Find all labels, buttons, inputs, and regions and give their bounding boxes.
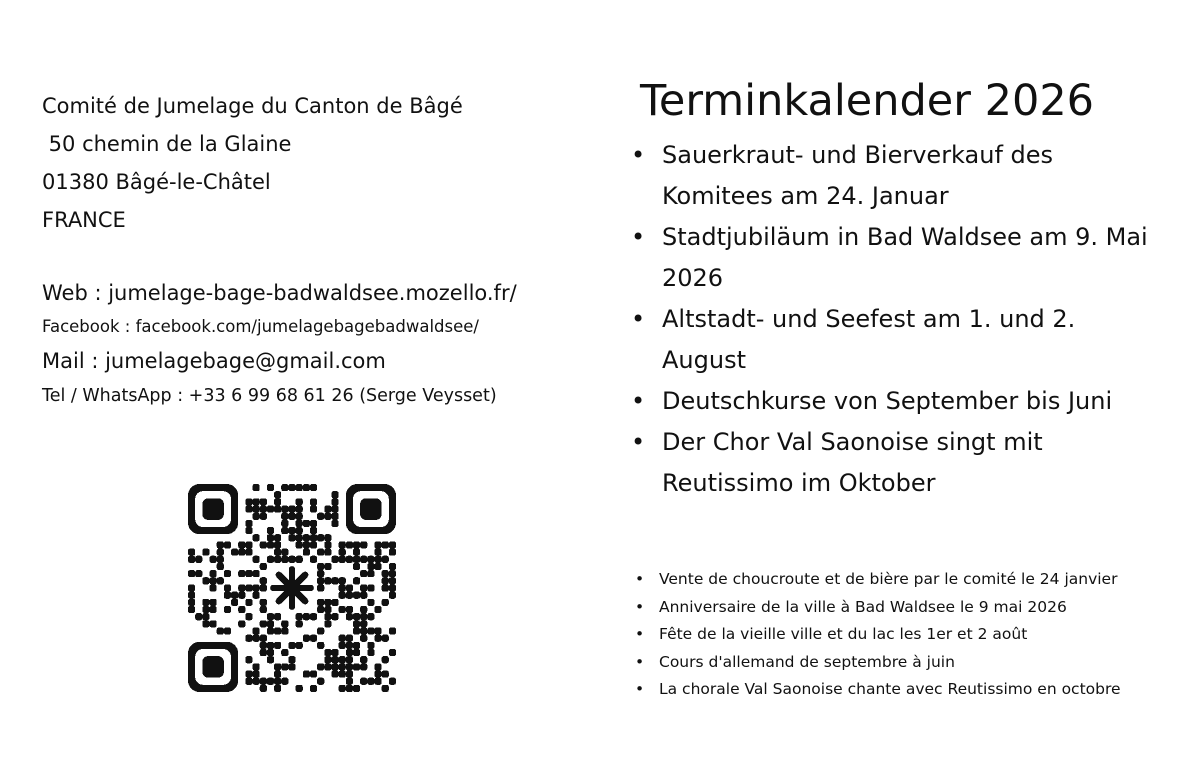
address-line-street: 50 chemin de la Glaine xyxy=(42,132,292,156)
list-item: • La chorale Val Saonoise chante avec Reutissimo en octobre xyxy=(659,676,1179,704)
qr-code xyxy=(188,484,396,692)
events-list-french xyxy=(659,566,1179,704)
list-item: • Altstadt- und Seefest am 1. und 2. August xyxy=(662,299,1162,381)
address-line-organization: Comité de Jumelage du Canton de Bâgé xyxy=(42,94,463,118)
list-item: • Der Chor Val Saonoise singt mit Reutissimo im Oktober xyxy=(662,422,1162,504)
list-item: • Anniversaire de la ville à Bad Waldsee le 9 mai 2026 xyxy=(659,594,1179,622)
qr-code-icon xyxy=(188,484,396,692)
list-item: • Cours d'allemand de septembre à juin xyxy=(659,649,1179,677)
list-item: • Stadtjubiläum in Bad Waldsee am 9. Mai 2026 xyxy=(662,217,1162,299)
list-item: • Vente de choucroute et de bière par le comité le 24 janvier xyxy=(659,566,1179,594)
list-item: • Deutschkurse von September bis Juni xyxy=(662,381,1162,422)
email-link[interactable]: Mail : jumelagebage@gmail.com xyxy=(42,349,386,373)
events-list-german xyxy=(662,135,1162,504)
address-line-city: 01380 Bâgé-le-Châtel xyxy=(42,170,271,194)
address-block xyxy=(42,87,463,239)
website-link[interactable]: Web : jumelage-bage-badwaldsee.mozello.fr/ xyxy=(42,281,517,305)
list-item: • Fête de la vieille ville et du lac les 1er et 2 août xyxy=(659,621,1179,649)
phone-number: Tel / WhatsApp : +33 6 99 68 61 26 (Serge Veysset) xyxy=(42,386,497,406)
page-title: Terminkalender 2026 xyxy=(639,75,1095,126)
list-item: • Sauerkraut- und Bierverkauf des Komitees am 24. Januar xyxy=(662,135,1162,217)
contact-block xyxy=(42,276,517,414)
address-line-country: FRANCE xyxy=(42,208,126,232)
facebook-link[interactable]: Facebook : facebook.com/jumelagebagebadwaldsee/ xyxy=(42,317,479,336)
